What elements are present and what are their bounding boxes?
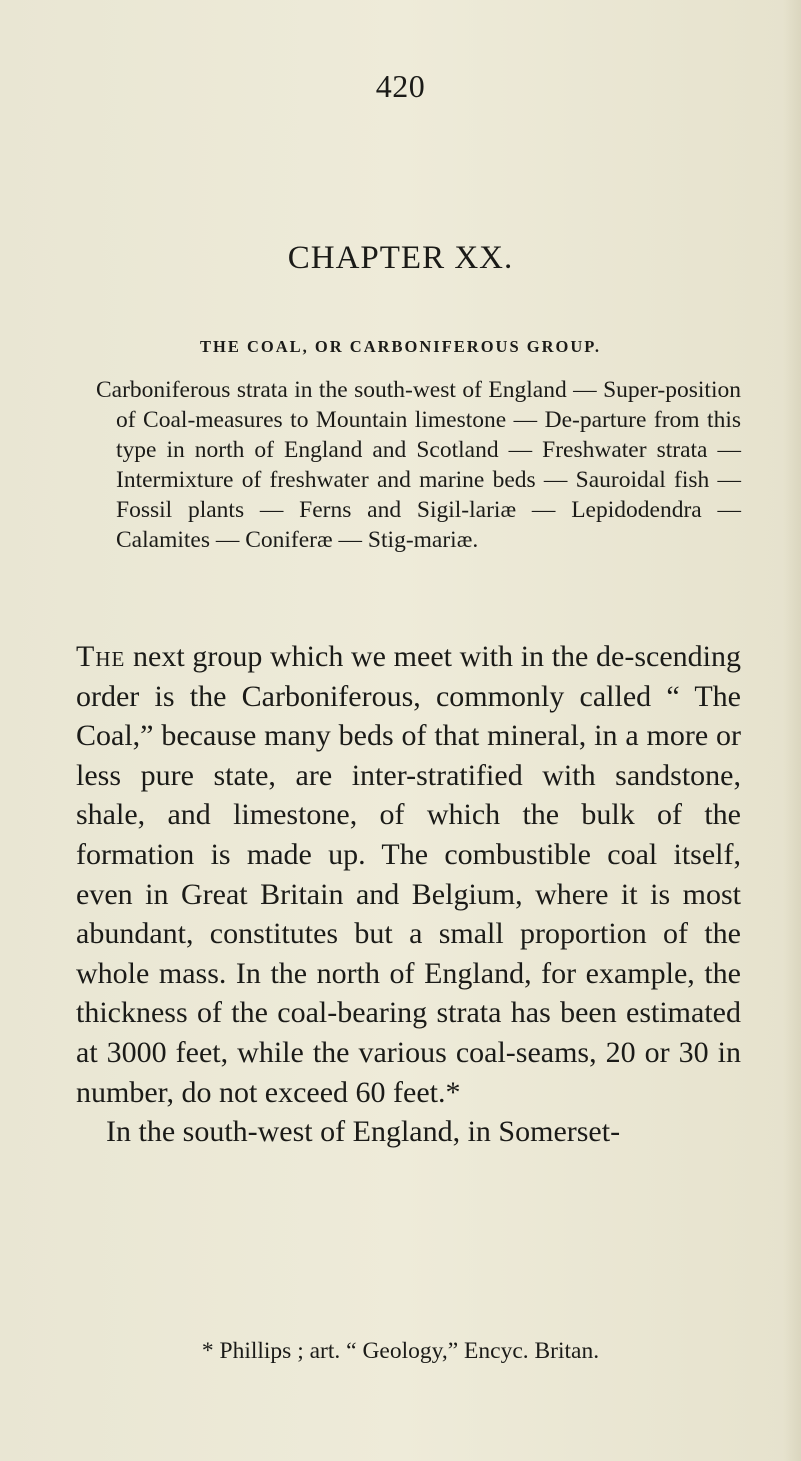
chapter-summary: Carboniferous strata in the south-west of England — Super-position of Coal-measures to Mountain limestone — De-parture from this type in north of England and Scotland — Freshwater strata — Intermixture of freshwater and marine beds — Sauroidal fish — Fossil plants — Ferns and Sigil-lariæ — Lepidodendra — Calamites — Coniferæ — Stig-mariæ. [96,377,741,553]
paragraph-1-text: next group which we meet with in the de-scending order is the Carboniferous, commonly called “ The Coal,” because many beds of that mineral, in a more or less pure state, are inter-stratified with sandstone, shale, and limestone, of which the bulk of the formation is made up. The combustible coal itself, even in Great Britain and Belgium, where it is most abundant, constitutes but a small proportion of the whole mass. In the north of England, for example, the thickness of the coal-bearing strata has been estimated at 3000 feet, while the various coal-seams, 20 or 30 in number, do not exceed 60 feet.* [76,640,741,1109]
paragraph-lead-word: The [76,640,126,673]
chapter-subtitle: THE COAL, OR CARBONIFEROUS GROUP. [200,337,601,356]
paragraph-1 [76,637,741,1112]
page-edge-shadow [783,0,801,1461]
body-text [76,637,741,1152]
chapter-title: CHAPTER XX. [287,240,514,276]
footnote: * Phillips ; art. “ Geology,” Encyc. Britan. [201,1338,600,1364]
paragraph-2: In the south-west of England, in Somerset- [106,1115,621,1149]
page-number: 420 [375,68,426,104]
